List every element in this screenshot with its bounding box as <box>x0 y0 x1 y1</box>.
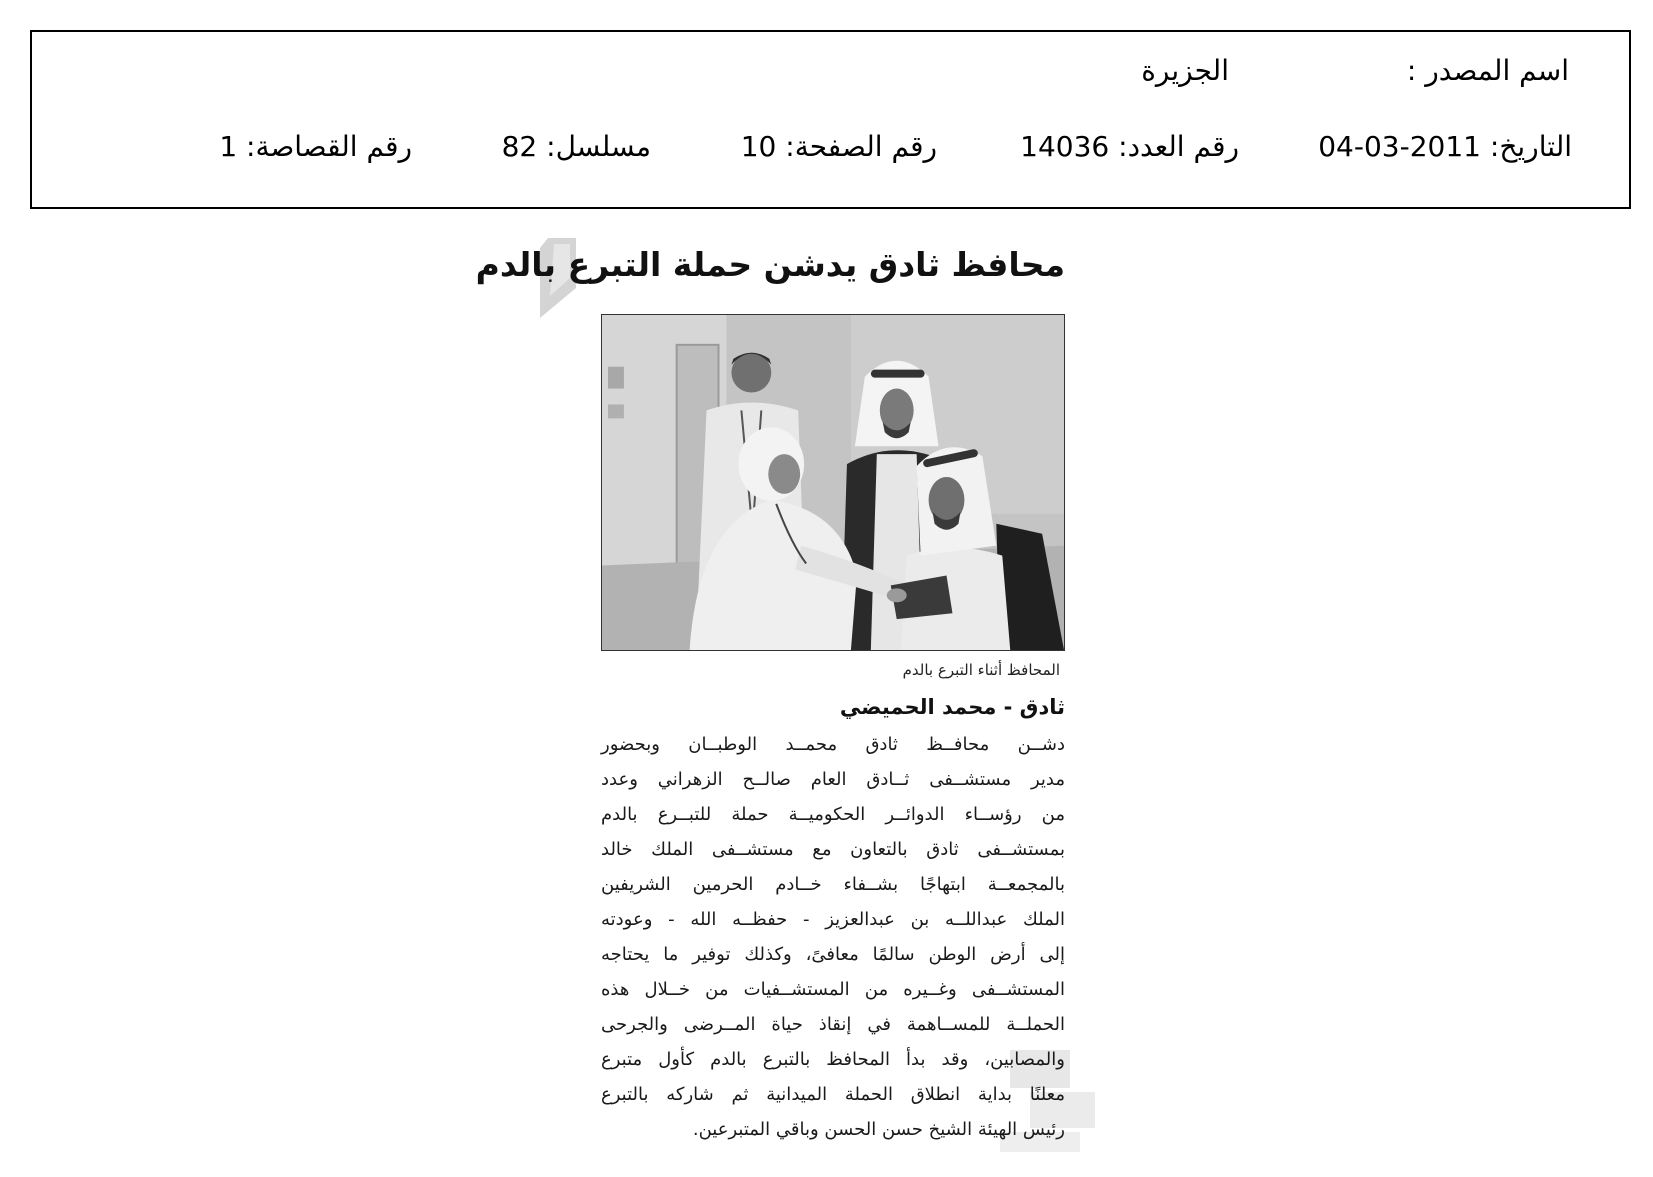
body-line: من رؤســاء الدوائــر الحكوميــة حملة للتبــرع بالدم <box>601 804 1065 825</box>
source-label: اسم المصدر : <box>1406 54 1569 87</box>
body-line: مدير مستشــفى ثــادق العام صالــح الزهراني وعدد <box>601 769 1065 790</box>
body-line: إلى أرض الوطن سالمًا معافىً، وكذلك توفير ما يحتاجه <box>601 944 1065 965</box>
body-line: الملك عبداللــه بن عبدالعزيز - حفظــه الله - وعودته <box>601 909 1065 930</box>
page-number-field: رقم الصفحة: 10 <box>740 130 937 163</box>
issue-number-field: رقم العدد: 14036 <box>1020 130 1239 163</box>
photo-caption: المحافظ أثناء التبرع بالدم <box>902 661 1060 679</box>
article-headline: محافظ ثادق يدشن حملة التبرع بالدم <box>475 245 1065 284</box>
source-value: الجزيرة <box>1141 54 1229 87</box>
article-photo <box>601 314 1065 651</box>
serial-field: مسلسل: 82 <box>501 130 651 163</box>
body-line: معلنًا بداية انطلاق الحملة الميدانية ثم شاركه بالتبرع <box>601 1084 1065 1105</box>
body-line: دشــن محافــظ ثادق محمــد الوطبــان وبحضور <box>601 734 1065 755</box>
article-body <box>601 727 1065 1147</box>
photo-illustration <box>602 315 1064 650</box>
body-line: بالمجمعــة ابتهاجًا بشــفاء خــادم الحرمين الشريفين <box>601 874 1065 895</box>
article-byline: ثادق - محمد الحميضي <box>839 695 1065 719</box>
body-line: المستشــفى وغــيره من المستشــفيات من خــلال هذه <box>601 979 1065 1000</box>
clip-number-field: رقم القصاصة: 1 <box>219 130 412 163</box>
clipping-metadata-box <box>30 30 1631 209</box>
body-line: بمستشــفى ثادق بالتعاون مع مستشــفى الملك خالد <box>601 839 1065 860</box>
body-line: الحملــة للمســاهمة في إنقاذ حياة المــرضى والجرحى <box>601 1014 1065 1035</box>
body-line: والمصابين، وقد بدأ المحافظ بالتبرع بالدم كأول متبرع <box>601 1049 1065 1070</box>
date-field: التاريخ: 2011-03-04 <box>1318 130 1572 163</box>
body-line: رئيس الهيئة الشيخ حسن الحسن وباقي المتبرعين. <box>692 1119 1065 1140</box>
